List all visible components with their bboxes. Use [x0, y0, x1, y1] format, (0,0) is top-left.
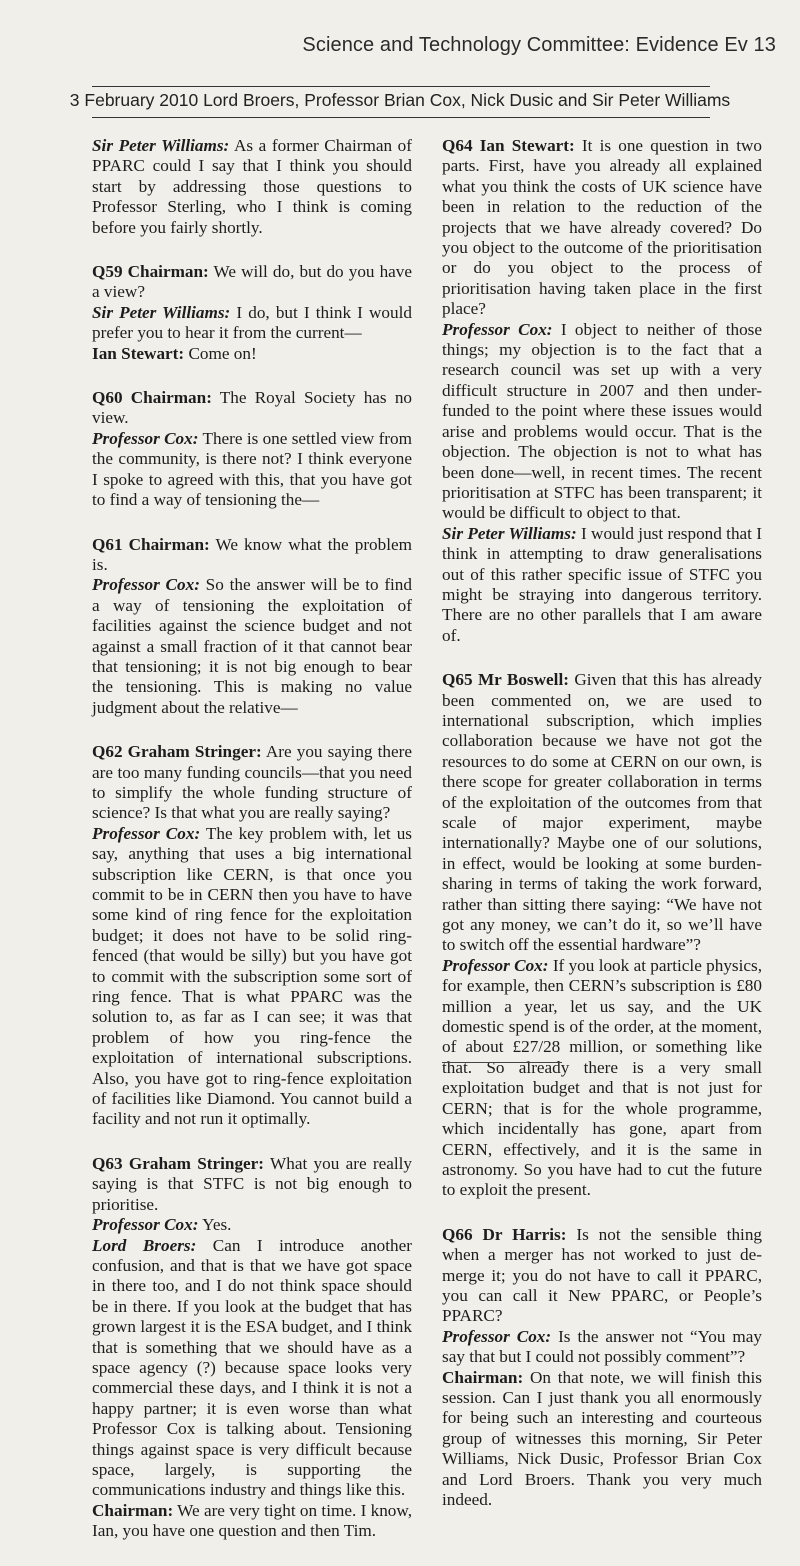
paragraph-text: The key problem with, let us say, anything that uses a big international subscription like CERN, is that once you commit to be in CERN then you have to have some kind of ring fence for the exploitation budget; it does not have to be solid ring-fenced (that would be silly) but you have got to commit with the subscription some sort of ring fence. That is what PPARC was the solution to, as far as I can see; it was that problem of how you ring-fence the exploitation of international subscriptions. Also, you have got to ring-fence exploitation of facilities like Diamond. You cannot build a facility and not run it optimally. [92, 823, 412, 1129]
paragraph-text: As a former Chairman of PPARC could I say that I think you should start by addressing those questions to Professor Sterling, who I think is coming before you fairly shortly. [92, 136, 412, 237]
subhead-rule [92, 117, 710, 118]
paragraph [92, 1154, 412, 1215]
paragraph [442, 1327, 762, 1368]
exchange-block [442, 670, 762, 1201]
paragraph [92, 136, 412, 238]
speaker: Q64 Ian Stewart: [442, 136, 575, 155]
header-rule [92, 86, 710, 87]
paragraph-text: Is not the sensible thing when a merger has not worked to just de-merge it; you do not have to call it PPARC, you can call it New PPARC, or People’s PPARC? [442, 1224, 763, 1326]
speaker: Q62 Graham Stringer: [92, 742, 262, 762]
speaker: Sir Peter Williams: [92, 302, 231, 322]
paragraph [92, 742, 412, 824]
speaker: Chairman: [442, 1367, 524, 1387]
paragraph [442, 320, 762, 524]
speaker: Professor Cox: [92, 428, 199, 448]
paragraph [442, 524, 762, 646]
paragraph-text: On that note, we will finish this session. Can I just thank you all enormously for being such an interesting and courteous group of witnesses this morning, Sir Peter Williams, Nick Dusic, Professor Brian Cox and Lord Broers. Thank you very much indeed. [442, 1367, 762, 1509]
page-header [0, 0, 800, 62]
exchange-block [92, 1154, 412, 1542]
speaker: Professor Cox: [442, 955, 549, 975]
speaker: Q66 Dr Harris: [442, 1224, 567, 1244]
running-head: Science and Technology Committee: Evidence Ev 13 [302, 34, 776, 56]
paragraph [442, 1225, 762, 1327]
exchange-block [92, 388, 412, 510]
exchange-block [442, 136, 762, 646]
paragraph [92, 429, 412, 511]
paragraph-text: Are you saying there are too many funding councils—that you need to simplify the whole funding structure of science? Is that what you are really saying? [92, 742, 412, 823]
speaker: Professor Cox: [92, 823, 201, 843]
paragraph-text: What you are really saying is that STFC is not big enough to prioritise. [92, 1153, 412, 1214]
paragraph-text: There is one settled view from the community, is there not? I think everyone I spoke to agreed with this, that you have got to find a way of tensioning the— [92, 428, 412, 510]
paragraph [92, 535, 412, 576]
paragraph-text: I object to neither of those things; my objection is to the fact that a research council was set up with a very difficult structure in 2007 and then under-funded to the point where these issues would arise and problems would occur. That is the objection. The objection is not to what has been done—well, in recent times. The recent prioritisation at STFC has been transparent; it would be difficult to object to that. [442, 319, 762, 523]
speaker: Professor Cox: [92, 1215, 199, 1235]
paragraph-text: Can I introduce another confusion, and that is that we have got space in there too, and I do not think space should be in there. If you look at the budget that has grown largest it is the ESA budget, and I think that is something that we should have as a space agency (?) because space looks very commercial these days, and I think it is not a happy partner; it is even worse than what Professor Cox is talking about. Tensioning things against space is very difficult because space, largely, is supporting the communications industry and things like this. [92, 1235, 412, 1500]
paragraph [442, 956, 762, 1201]
speaker: Q65 Mr Boswell: [442, 670, 569, 690]
paragraph [92, 824, 412, 1130]
exchange-block [92, 262, 412, 364]
paragraph-text: I do, but I think I would prefer you to hear it from the current— [92, 302, 412, 343]
paragraph-text: If you look at particle physics, for example, then CERN’s subscription is £80 million a year, let us say, and the UK domestic spend is of the order, at the moment, of about £27/28 million, or something like that. So already there is a very small exploitation budget and that is not just for CERN; that is for the whole programme, which incidentally has gone, apart from CERN, effectively, and it is the same in astronomy. So you have had to cut the future to exploit the present. [442, 955, 763, 1200]
paragraph-text: We will do, but do you have a view? [92, 262, 413, 302]
paragraph [92, 575, 412, 718]
paragraph [92, 388, 412, 429]
paragraph-text: The Royal Society has no view. [92, 388, 413, 428]
speaker: Sir Peter Williams: [442, 523, 577, 543]
paragraph [92, 1215, 412, 1235]
paragraph [92, 262, 412, 303]
exchange-block [92, 136, 412, 238]
paragraph [92, 1236, 412, 1501]
speaker: Ian Stewart: [92, 343, 185, 363]
exchange-block [92, 535, 412, 719]
paragraph-text: Yes. [198, 1215, 232, 1235]
paragraph-text: Given that this has already been commented on, we are used to international subscription, which implies collaboration because we have not got the resources to do some at CERN on our own, is there scope for greater collaboration in terms of the exploitation of the outcomes from that scale of major experiment, maybe internationally? Maybe one of our solutions, in effect, would be looking at some burden-sharing in terms of taking the work forward, rather than sitting there saying: “We have not got any money, we can’t do it, so we’ll have to switch off the essential hardware”? [442, 670, 762, 955]
paragraph-text: Is the answer not “You may say that but I could not possibly comment”? [442, 1326, 762, 1367]
paragraph-text: We know what the problem is. [92, 534, 413, 574]
paragraph-text: So the answer will be to find a way of tensioning the exploitation of facilities against the science budget and not against a small fraction of it that cannot bear that tensioning; it is not big enough to bear the tensioning. This is making no value judgment about the relative— [92, 575, 412, 717]
paragraph [442, 1368, 762, 1511]
paragraph-text: It is one question in two parts. First, have you already all explained what you think the costs of UK science have been in relation to the reduction of the projects that we have already covered? Do you object to the outcome of the prioritisation or do you object to the process of prioritisation having taken place in the first place? [442, 136, 762, 319]
right-column [442, 136, 762, 1534]
speaker: Professor Cox: [442, 319, 553, 339]
speaker: Q63 Graham Stringer: [92, 1153, 265, 1173]
paragraph [442, 670, 762, 956]
speaker: Q61 Chairman: [92, 534, 210, 554]
paragraph-text: Come on! [184, 343, 257, 363]
speaker: Q59 Chairman: [92, 262, 209, 282]
paragraph [92, 1501, 412, 1542]
speaker: Sir Peter Williams: [92, 136, 230, 155]
paragraph-text: I would just respond that I think in attempting to draw generalisations out of this rather specific issue of STFC you might be straying into dangerous territory. There are no other parallels that I am aware of. [442, 523, 762, 645]
speaker: Professor Cox: [442, 1326, 552, 1346]
end-rule [442, 1062, 562, 1063]
paragraph [92, 344, 412, 364]
exchange-block [442, 1225, 762, 1511]
left-column [92, 136, 412, 1566]
speaker: Lord Broers: [92, 1235, 197, 1255]
speaker: Q60 Chairman: [92, 388, 212, 408]
exchange-block [92, 742, 412, 1130]
speaker: Chairman: [92, 1500, 174, 1520]
paragraph [92, 303, 412, 344]
session-subhead: 3 February 2010 Lord Broers, Professor Brian Cox, Nick Dusic and Sir Peter Williams [69, 90, 731, 110]
paragraph-text: We are very tight on time. I know, Ian, you have one question and then Tim. [92, 1500, 412, 1541]
speaker: Professor Cox: [92, 575, 200, 595]
paragraph [442, 136, 762, 320]
